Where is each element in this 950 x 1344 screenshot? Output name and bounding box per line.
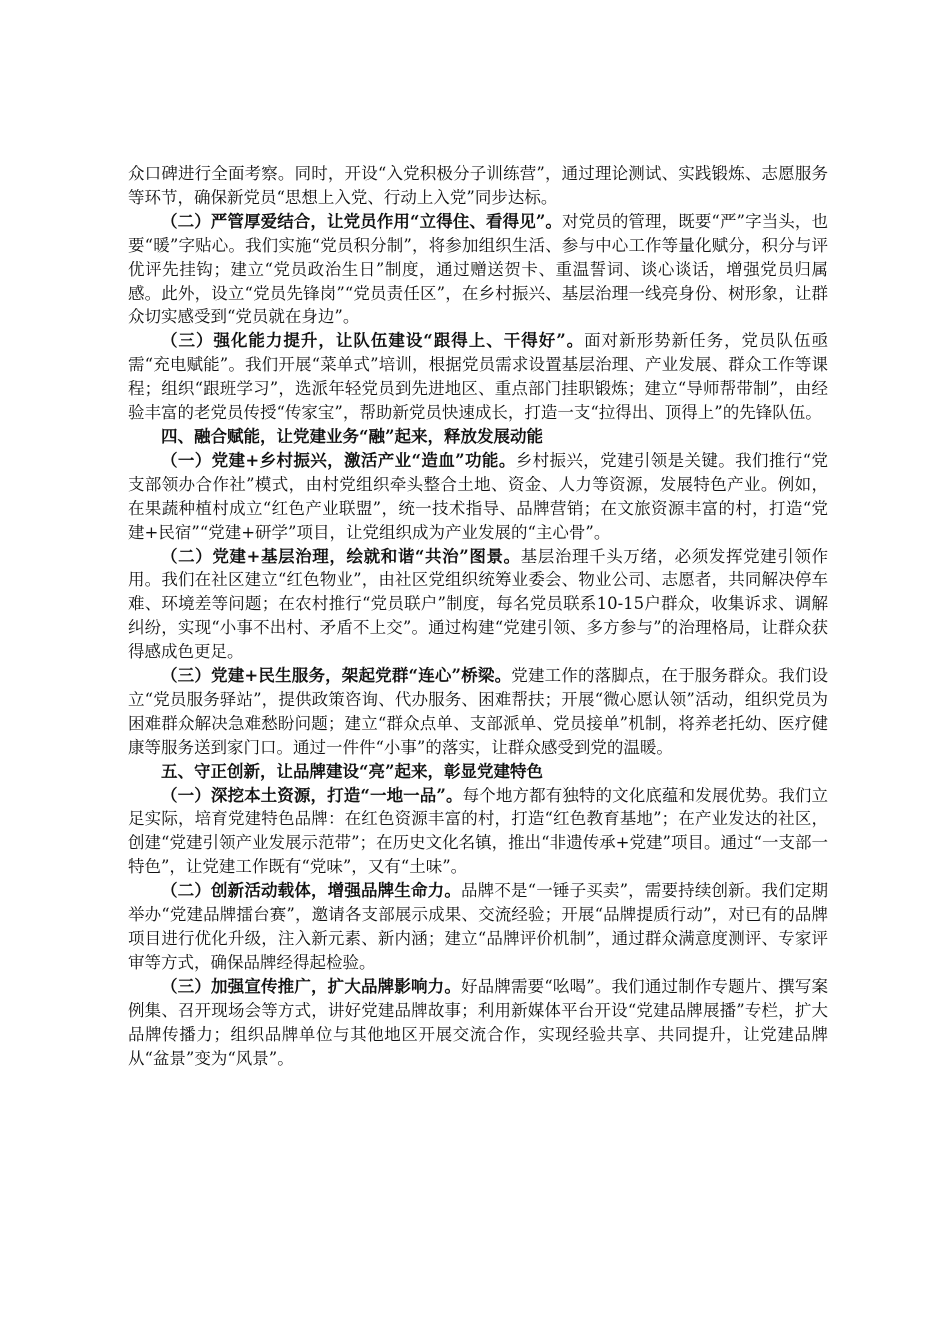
- paragraph-promotion: [128, 975, 828, 1071]
- paragraph-activity-innovation: [128, 879, 828, 975]
- paragraph-text: 品牌不是“一锤子买卖”，需要持续创新。我们定期举办“党建品牌擂台赛”，邀请各支部展示成果、交流经验；开展“品牌提质行动”，对已有的品牌项目进行优化升级，注入新元素、新内涵；建立“品牌评价机制”，通过群众满意度测评、专家评审等方式，确保品牌经得起检验。: [128, 881, 828, 972]
- section-heading-5: 五、守正创新，让品牌建设“亮”起来，彰显党建特色: [161, 761, 543, 781]
- document-body: [128, 162, 828, 1070]
- paragraph-text: 党建工作的落脚点，在于服务群众。我们设立“党员服务驿站”，提供政策咨询、代办服务、困难帮扶；开展“微心愿认领”活动，组织党员为困难群众解决急难愁盼问题；建立“群众点单、支部派单、党员接单”机制，将养老托幼、医疗健康等服务送到家门口。通过一件件“小事”的落实，让群众感受到党的温暖。: [128, 666, 828, 757]
- paragraph-text: 好品牌需要“吆喝”。我们通过制作专题片、撰写案例集、召开现场会等方式，讲好党建品牌故事；利用新媒体平台开设“党建品牌展播”专栏，扩大品牌传播力；组织品牌单位与其他地区开展交流合作，实现经验共享、共同提升，让党建品牌从“盆景”变为“风景”。: [128, 976, 828, 1068]
- paragraph-text: 对党员的管理，既要“严”字当头，也要“暖”字贴心。我们实施“党员积分制”，将参加组织生活、参与中心工作等量化赋分，积分与评优评先挂钩；建立“党员政治生日”制度，通过赠送贺卡、重温誓词、谈心谈话，增强党员归属感。此外，设立“党员先锋岗”“党员责任区”，在乡村振兴、基层治理一线亮身份、树形象，让群众切实感受到“党员就在身边”。: [128, 211, 829, 327]
- paragraph-lead: （一）深挖本土资源，打造“一地一品”。: [161, 785, 463, 805]
- paragraph-lead: （三）党建+民生服务，架起党群“连心”桥梁。: [161, 666, 512, 686]
- paragraph-text: 众口碑进行全面考察。同时，开设“入党积极分子训练营”，通过理论测试、实践锻炼、志愿服务等环节，确保新党员“思想上入党、行动上入党”同步达标。: [128, 164, 828, 207]
- paragraph-lead: （三）强化能力提升，让队伍建设“跟得上、干得好”。: [161, 331, 585, 351]
- paragraph-strict-management: [128, 210, 828, 330]
- paragraph-continuation: [128, 162, 828, 210]
- paragraph-grassroots-governance: [128, 545, 828, 665]
- paragraph-rural-revitalization: [128, 449, 828, 545]
- paragraph-lead: （二）严管厚爱结合，让党员作用“立得住、看得见”。: [161, 211, 563, 231]
- paragraph-text: 乡村振兴，党建引领是关键。我们推行“党支部领办合作社”模式，由村党组织牵头整合土地、资金、人力等资源，发展特色产业。例如，在果蔬种植村成立“红色产业联盟”，统一技术指导、品牌营销；在文旅资源丰富的村，打造“党建+民宿”“党建+研学”项目，让党组织成为产业发展的“主心骨”。: [128, 450, 829, 542]
- paragraph-lead: （三）加强宣传推广，扩大品牌影响力。: [161, 976, 461, 996]
- paragraph-capability-building: [128, 329, 828, 425]
- paragraph-lead: （二）党建+基层治理，绘就和谐“共治”图景。: [161, 546, 521, 566]
- section-heading-4: 四、融合赋能，让党建业务“融”起来，释放发展动能: [161, 426, 543, 446]
- paragraph-lead: （一）党建+乡村振兴，激活产业“造血”功能。: [161, 450, 516, 470]
- paragraph-text: 每个地方都有独特的文化底蕴和发展优势。我们立足实际，培育党建特色品牌：在红色资源丰富的村，打造“红色教育基地”；在产业发达的社区，创建“党建引领产业发展示范带”；在历史文化名镇，推出“非遗传承+党建”项目。通过“一支部一特色”，让党建工作既有“党味”，又有“土味”。: [128, 785, 829, 877]
- paragraph-text: 面对新形势新任务，党员队伍亟需“充电赋能”。我们开展“菜单式”培训，根据党员需求设置基层治理、产业发展、群众工作等课程；组织“跟班学习”，选派年轻党员到先进地区、重点部门挂职锻炼；建立“导师帮带制”，由经验丰富的老党员传授“传家宝”，帮助新党员快速成长，打造一支“拉得出、顶得上”的先锋队伍。: [128, 331, 829, 423]
- paragraph-text: 基层治理千头万绪，必须发挥党建引领作用。我们在社区建立“红色物业”，由社区党组织统筹业委会、物业公司、志愿者，共同解决停车难、环境差等问题；在农村推行“党员联户”制度，每名党员联系10-15户群众，收集诉求、调解纠纷，实现“小事不出村、矛盾不上交”。通过构建“党建引领、多方参与”的治理格局，让群众获得感成色更足。: [128, 546, 828, 662]
- paragraph-livelihood-services: [128, 664, 828, 760]
- paragraph-lead: （二）创新活动载体，增强品牌生命力。: [161, 881, 461, 901]
- paragraph-local-resources: [128, 784, 828, 880]
